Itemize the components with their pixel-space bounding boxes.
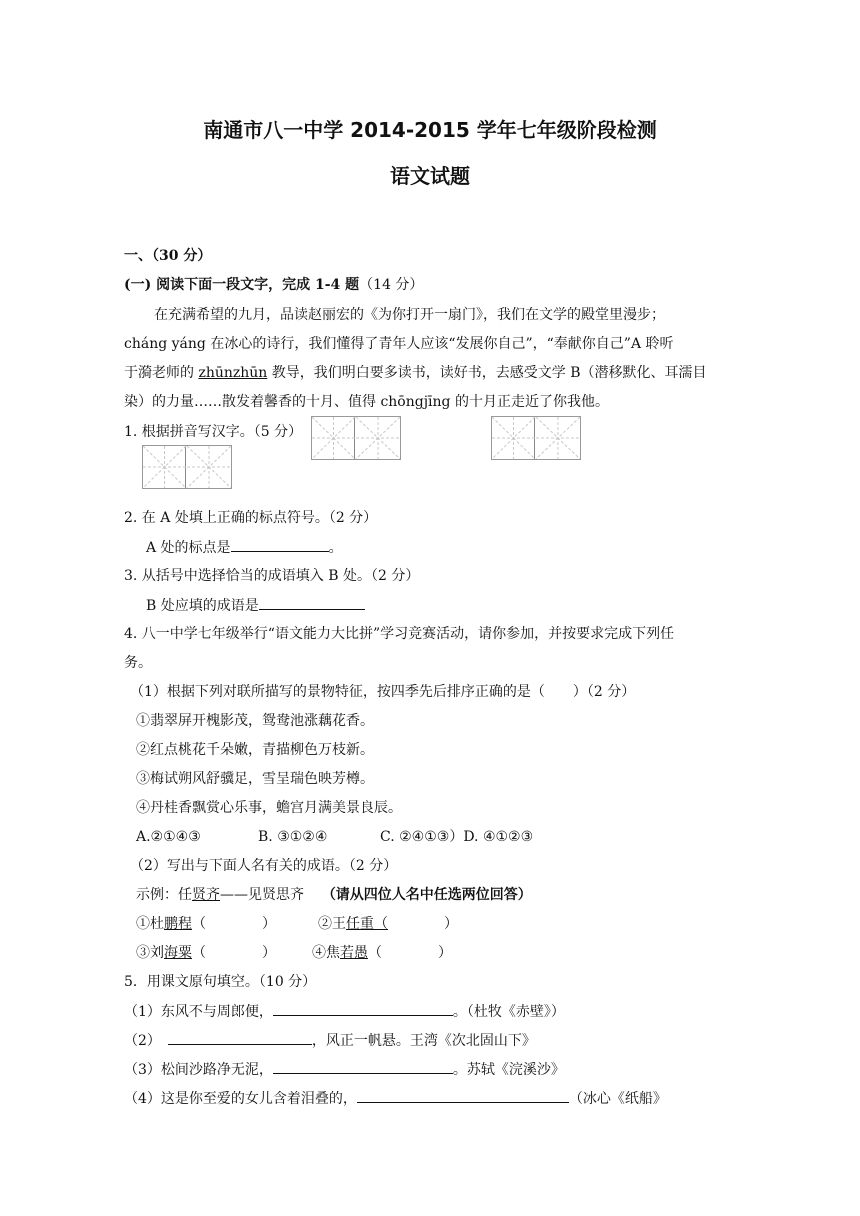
fill-prompt: （1）东风不与周郎便， xyxy=(124,1004,273,1020)
option-a[interactable]: A.②①④③ xyxy=(136,829,201,845)
q2-answer-blank[interactable] xyxy=(231,537,329,552)
writing-grid-chongjing[interactable] xyxy=(142,445,232,489)
fill-prompt: （2） xyxy=(124,1033,168,1049)
fill-source: 。（杜牧《赤壁》） xyxy=(452,1004,565,1020)
sub-heading xyxy=(124,275,423,295)
name-answer-blank[interactable]: （ ） xyxy=(192,945,276,961)
passage-line-3-pre: 于漪老师的 xyxy=(124,365,199,381)
name-prefix: ④焦 xyxy=(312,945,340,961)
q2-answer-line xyxy=(146,537,343,558)
passage-line-1: 在充满希望的九月，品读赵丽宏的《为你打开一扇门》，我们在文学的殿堂里漫步； xyxy=(154,307,665,323)
pinyin-zhunzhun: zhūnzhūn xyxy=(198,365,268,381)
passage-line-2: cháng yáng 在冰心的诗行，我们懂得了青年人应该“发展你自己”，“奉献你自己”A 聆听 xyxy=(124,336,674,352)
name-item-4 xyxy=(312,943,452,963)
fill-blank[interactable] xyxy=(357,1088,569,1103)
example-pre: 示例：任 xyxy=(136,887,192,903)
passage-line-3-post: 教导，我们明白要多读书，读好书，去感受文学 B（潜移默化、耳濡目 xyxy=(267,365,707,381)
exam-title: 南通市八一中学 2014-2015 学年七年级阶段检测 xyxy=(203,118,657,142)
q3-answer-label: B 处应填的成语是 xyxy=(146,598,259,614)
name-underlined: 任重（ xyxy=(346,916,388,932)
fill-source: （冰心《纸船》 xyxy=(568,1091,667,1107)
name-prefix: ①杜 xyxy=(136,916,164,932)
name-underlined: 海粟 xyxy=(164,945,192,961)
exam-subtitle: 语文试题 xyxy=(390,164,470,188)
name-answer-blank[interactable]: ） xyxy=(388,916,458,932)
section-heading: 一、（30 分） xyxy=(124,248,212,264)
example-note: （请从四位人名中任选两位回答） xyxy=(321,887,532,903)
question-2: 2. 在 A 处填上正确的标点符号。（2 分） xyxy=(124,510,378,526)
option-b[interactable]: B. ③①②④ xyxy=(258,829,328,845)
fill-item-4 xyxy=(124,1088,667,1109)
name-item-2 xyxy=(318,914,458,934)
name-item-3 xyxy=(136,943,276,963)
couplet-4: ④丹桂香飘赏心乐事，蟾宫月满美景良辰。 xyxy=(136,800,402,816)
grid-guide-lines xyxy=(312,417,400,459)
name-prefix: ③刘 xyxy=(136,945,164,961)
q4-part-2: （2）写出与下面人名有关的成语。（2 分） xyxy=(130,858,398,874)
fill-item-2 xyxy=(124,1030,536,1051)
name-underlined: 若愚 xyxy=(340,945,368,961)
passage-line-4: 染）的力量……散发着馨香的十月、值得 chōngjīng 的十月正走近了你我他。 xyxy=(124,394,609,410)
fill-prompt: （4）这是你至爱的女儿含着泪叠的， xyxy=(124,1091,357,1107)
couplet-3: ③梅试朔风舒骥足，雪呈瑞色映芳樽。 xyxy=(136,771,374,787)
question-3: 3. 从括号中选择恰当的成语填入 B 处。（2 分） xyxy=(124,568,420,584)
example-underlined: 贤齐 xyxy=(192,887,220,903)
name-item-1 xyxy=(136,914,276,934)
question-5: 5．用课文原句填空。（10 分） xyxy=(124,974,317,990)
fill-blank[interactable] xyxy=(168,1030,312,1045)
q2-answer-label: A 处的标点是 xyxy=(146,540,231,556)
sub-heading-text: (一) 阅读下面一段文字，完成 1-4 题 xyxy=(124,277,360,293)
question-4-line-2: 务。 xyxy=(124,655,152,671)
sub-heading-points: （14 分） xyxy=(359,277,424,293)
name-answer-blank[interactable]: （ ） xyxy=(192,916,276,932)
couplet-2: ②红点桃花千朵嫩，青描柳色万枝新。 xyxy=(136,742,374,758)
option-c-d[interactable]: C. ②④①③）D. ④①②③ xyxy=(380,829,534,845)
example-post: ——见贤思齐 xyxy=(220,887,304,903)
q3-answer-blank[interactable] xyxy=(259,595,365,610)
example-line xyxy=(136,885,532,905)
fill-prompt: （3）松间沙路净无泥， xyxy=(124,1062,273,1078)
q3-answer-line xyxy=(146,595,365,616)
name-underlined: 鹏程 xyxy=(164,916,192,932)
fill-source: 。苏轼《浣溪沙》 xyxy=(452,1062,565,1078)
question-4-line-1: 4. 八一中学七年级举行“语文能力大比拼”学习竞赛活动，请你参加，并按要求完成下列任 xyxy=(124,626,675,642)
writing-grid-chongyang[interactable] xyxy=(311,416,401,460)
fill-item-3 xyxy=(124,1059,565,1080)
name-prefix: ②王 xyxy=(318,916,346,932)
grid-guide-lines xyxy=(143,446,231,488)
passage-line-3 xyxy=(124,363,707,383)
question-1: 1. 根据拼音写汉字。（5 分） xyxy=(124,424,303,440)
grid-guide-lines xyxy=(492,417,580,459)
couplet-1: ①翡翠屏开槐影茂，鸳鸯池涨藕花香。 xyxy=(136,713,374,729)
fill-item-1 xyxy=(124,1001,565,1022)
q2-answer-end: 。 xyxy=(328,540,343,556)
fill-source: ，风正一帆悬。王湾《次北固山下》 xyxy=(311,1033,536,1049)
q4-part-1: （1）根据下列对联所描写的景物特征，按四季先后排序正确的是（ ）（2 分） xyxy=(130,684,636,700)
fill-blank[interactable] xyxy=(273,1001,453,1016)
name-answer-blank[interactable]: （ ） xyxy=(368,945,452,961)
writing-grid-zhunzhun[interactable] xyxy=(491,416,581,460)
fill-blank[interactable] xyxy=(273,1059,453,1074)
